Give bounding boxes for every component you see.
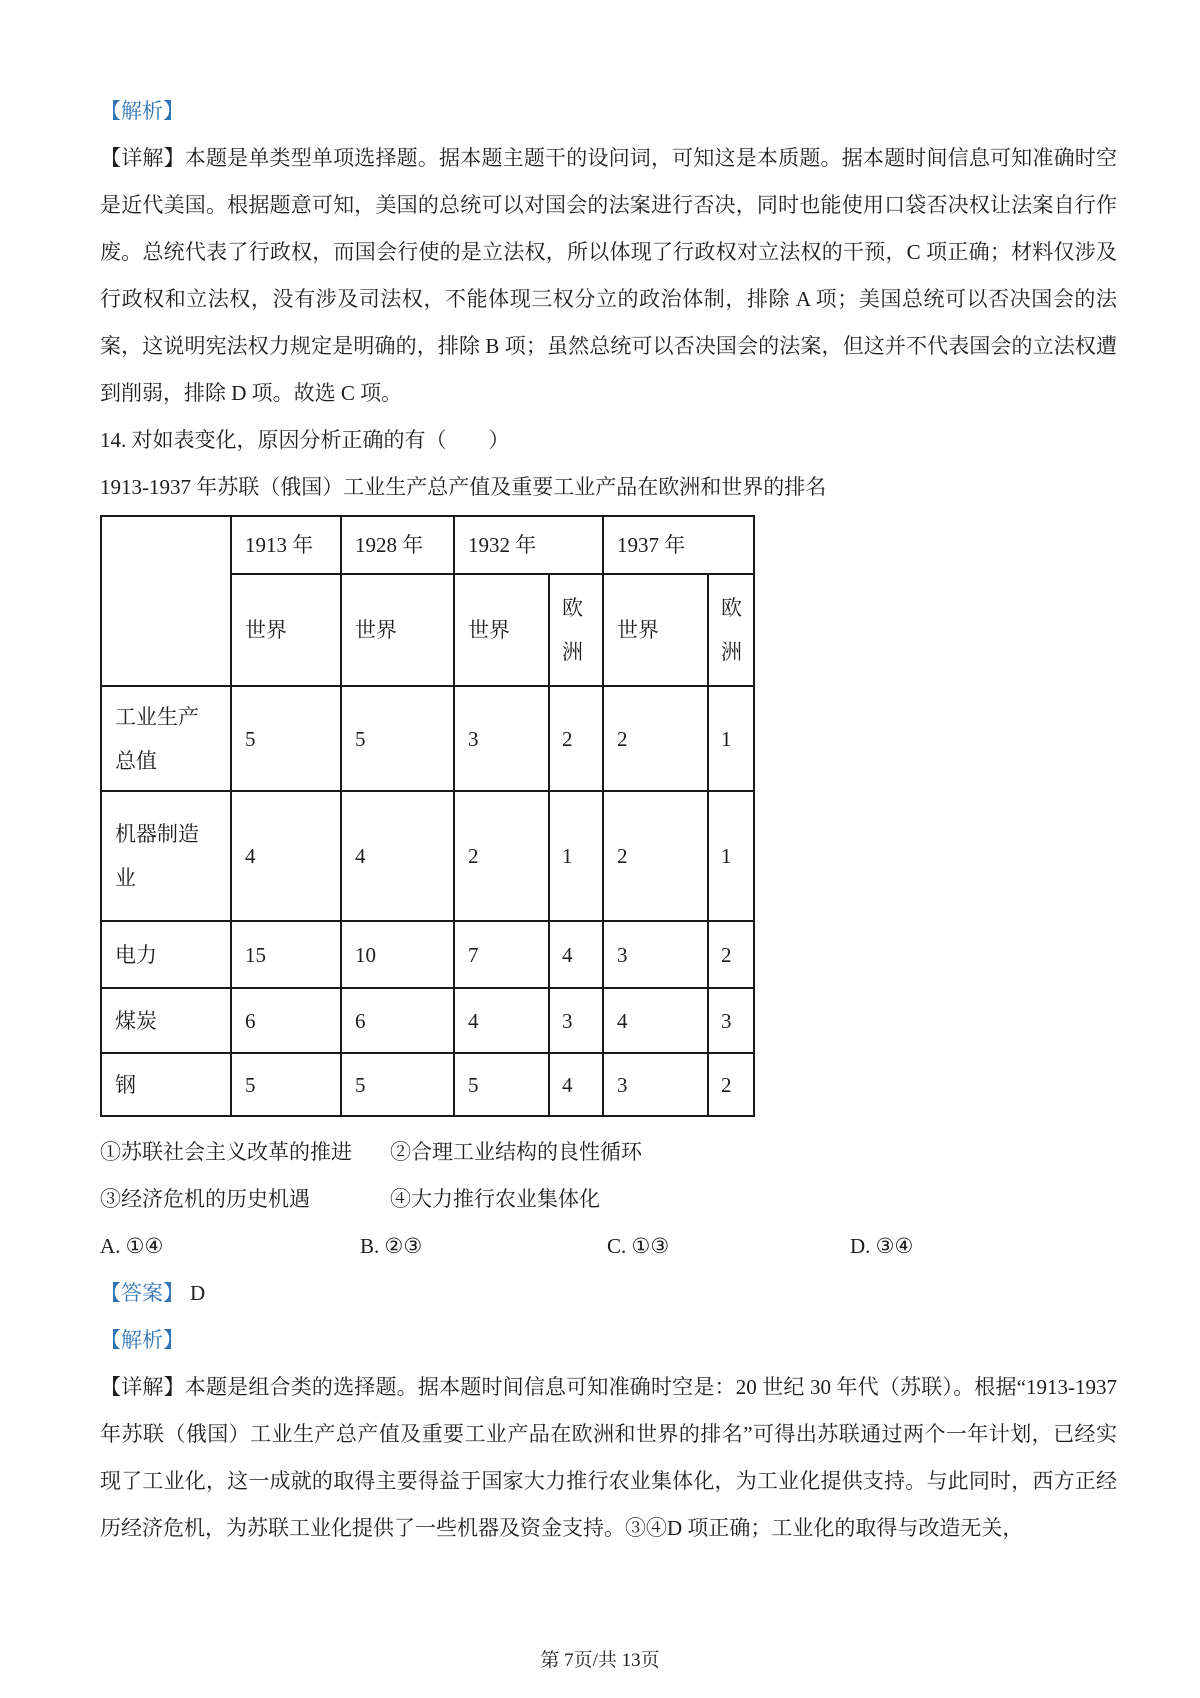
answer-label: 【答案】 — [100, 1281, 184, 1305]
ranking-table — [100, 515, 755, 1117]
statement-line-1 — [100, 1129, 1117, 1176]
row-label: 工业生产总值 — [101, 686, 231, 791]
row-label: 煤炭 — [101, 988, 231, 1053]
page-number: 第 7页/共 13页 — [540, 1650, 660, 1671]
analysis-label-2: 【解析】 — [100, 1328, 184, 1352]
table-cell: 4 — [603, 988, 708, 1053]
statement-4: ④大力推行农业集体化 — [390, 1187, 600, 1211]
table-cell: 5 — [341, 1053, 454, 1116]
table-subheader-world-1932: 世界 — [454, 574, 549, 686]
table-year-header-row — [101, 516, 754, 574]
table-cell: 7 — [454, 921, 549, 988]
table-cell: 4 — [454, 988, 549, 1053]
statements-block — [100, 1129, 1117, 1223]
table-cell: 1 — [708, 791, 754, 921]
table-cell: 2 — [603, 791, 708, 921]
table-cell: 2 — [708, 921, 754, 988]
table-cell: 5 — [341, 686, 454, 791]
table-corner-cell — [101, 516, 231, 686]
table-cell: 2 — [603, 686, 708, 791]
analysis-label-1: 【解析】 — [100, 99, 184, 123]
table-row — [101, 988, 754, 1053]
table-year-1928: 1928 年 — [341, 516, 454, 574]
table-cell: 6 — [231, 988, 341, 1053]
row-label: 电力 — [101, 921, 231, 988]
table-cell: 5 — [231, 686, 341, 791]
table-year-1913: 1913 年 — [231, 516, 341, 574]
statement-2: ②合理工业结构的良性循环 — [390, 1140, 642, 1164]
table-cell: 5 — [454, 1053, 549, 1116]
table-cell: 3 — [603, 1053, 708, 1116]
table-subheader-world-1937: 世界 — [603, 574, 708, 686]
table-row — [101, 791, 754, 921]
table-cell: 4 — [549, 1053, 603, 1116]
choice-d: D. ③④ — [850, 1234, 914, 1258]
table-cell: 15 — [231, 921, 341, 988]
table-cell: 5 — [231, 1053, 341, 1116]
table-cell: 3 — [708, 988, 754, 1053]
choices-row — [100, 1223, 1117, 1270]
row-label: 机器制造业 — [101, 791, 231, 921]
table-subheader-europe-1932: 欧洲 — [549, 574, 603, 686]
table-cell: 2 — [454, 791, 549, 921]
table-subheader-europe-1937: 欧洲 — [708, 574, 754, 686]
table-year-1937: 1937 年 — [603, 516, 754, 574]
table-cell: 3 — [454, 686, 549, 791]
explanation-paragraph-2: 【详解】本题是组合类的选择题。据本题时间信息可知准确时空是：20 世纪 30 年代（苏联）。根据“1913-1937 年苏联（俄国）工业生产总产值及重要工业产品在欧洲和世界的排名”可得出苏联通过两个一年计划，已经实现了工业化，这一成就的取得主要得益于国家大力推行农业集体化，为工业化提供支持。与此同时，西方正经历经济危机，为苏联工业化提供了一些机器及资金支持。③④D 项正确；工业化的取得与改造无关， — [100, 1375, 1117, 1540]
table-title: 1913-1937 年苏联（俄国）工业生产总产值及重要工业产品在欧洲和世界的排名 — [100, 475, 827, 499]
question-14-stem: 14. 对如表变化，原因分析正确的有（ ） — [100, 428, 510, 452]
table-cell: 2 — [549, 686, 603, 791]
choice-a: A. ①④ — [100, 1234, 164, 1258]
table-cell: 4 — [341, 791, 454, 921]
table-cell: 4 — [549, 921, 603, 988]
table-subheader-world-1928: 世界 — [341, 574, 454, 686]
table-cell: 1 — [549, 791, 603, 921]
row-label: 钢 — [101, 1053, 231, 1116]
table-cell: 4 — [231, 791, 341, 921]
statement-line-2 — [100, 1176, 1117, 1223]
explanation-paragraph-1: 【详解】本题是单类型单项选择题。据本题主题干的设问词，可知这是本质题。据本题时间信息可知准确时空是近代美国。根据题意可知，美国的总统可以对国会的法案进行否决，同时也能使用口袋否决权让法案自行作废。总统代表了行政权，而国会行使的是立法权，所以体现了行政权对立法权的干预，C 项正确；材料仅涉及行政权和立法权，没有涉及司法权，不能体现三权分立的政治体制，排除 A 项；美国总统可以否决国会的法案，这说明宪法权力规定是明确的，排除 B 项；虽然总统可以否决国会的法案，但这并不代表国会的立法权遭到削弱，排除 D 项。故选 C 项。 — [100, 146, 1117, 405]
choice-c: C. ①③ — [607, 1234, 670, 1258]
table-row — [101, 686, 754, 791]
statement-1: ①苏联社会主义改革的推进 — [100, 1140, 352, 1164]
table-cell: 6 — [341, 988, 454, 1053]
table-subheader-world-1913: 世界 — [231, 574, 341, 686]
table-cell: 2 — [708, 1053, 754, 1116]
table-cell: 10 — [341, 921, 454, 988]
answer-value: D — [190, 1281, 206, 1305]
table-row — [101, 921, 754, 988]
choice-b: B. ②③ — [360, 1234, 423, 1258]
page-content — [100, 88, 1117, 1552]
table-year-1932: 1932 年 — [454, 516, 603, 574]
table-cell: 3 — [603, 921, 708, 988]
answer-line — [100, 1270, 1117, 1317]
statement-3: ③经济危机的历史机遇 — [100, 1187, 310, 1211]
table-cell: 3 — [549, 988, 603, 1053]
table-row — [101, 1053, 754, 1116]
table-cell: 1 — [708, 686, 754, 791]
